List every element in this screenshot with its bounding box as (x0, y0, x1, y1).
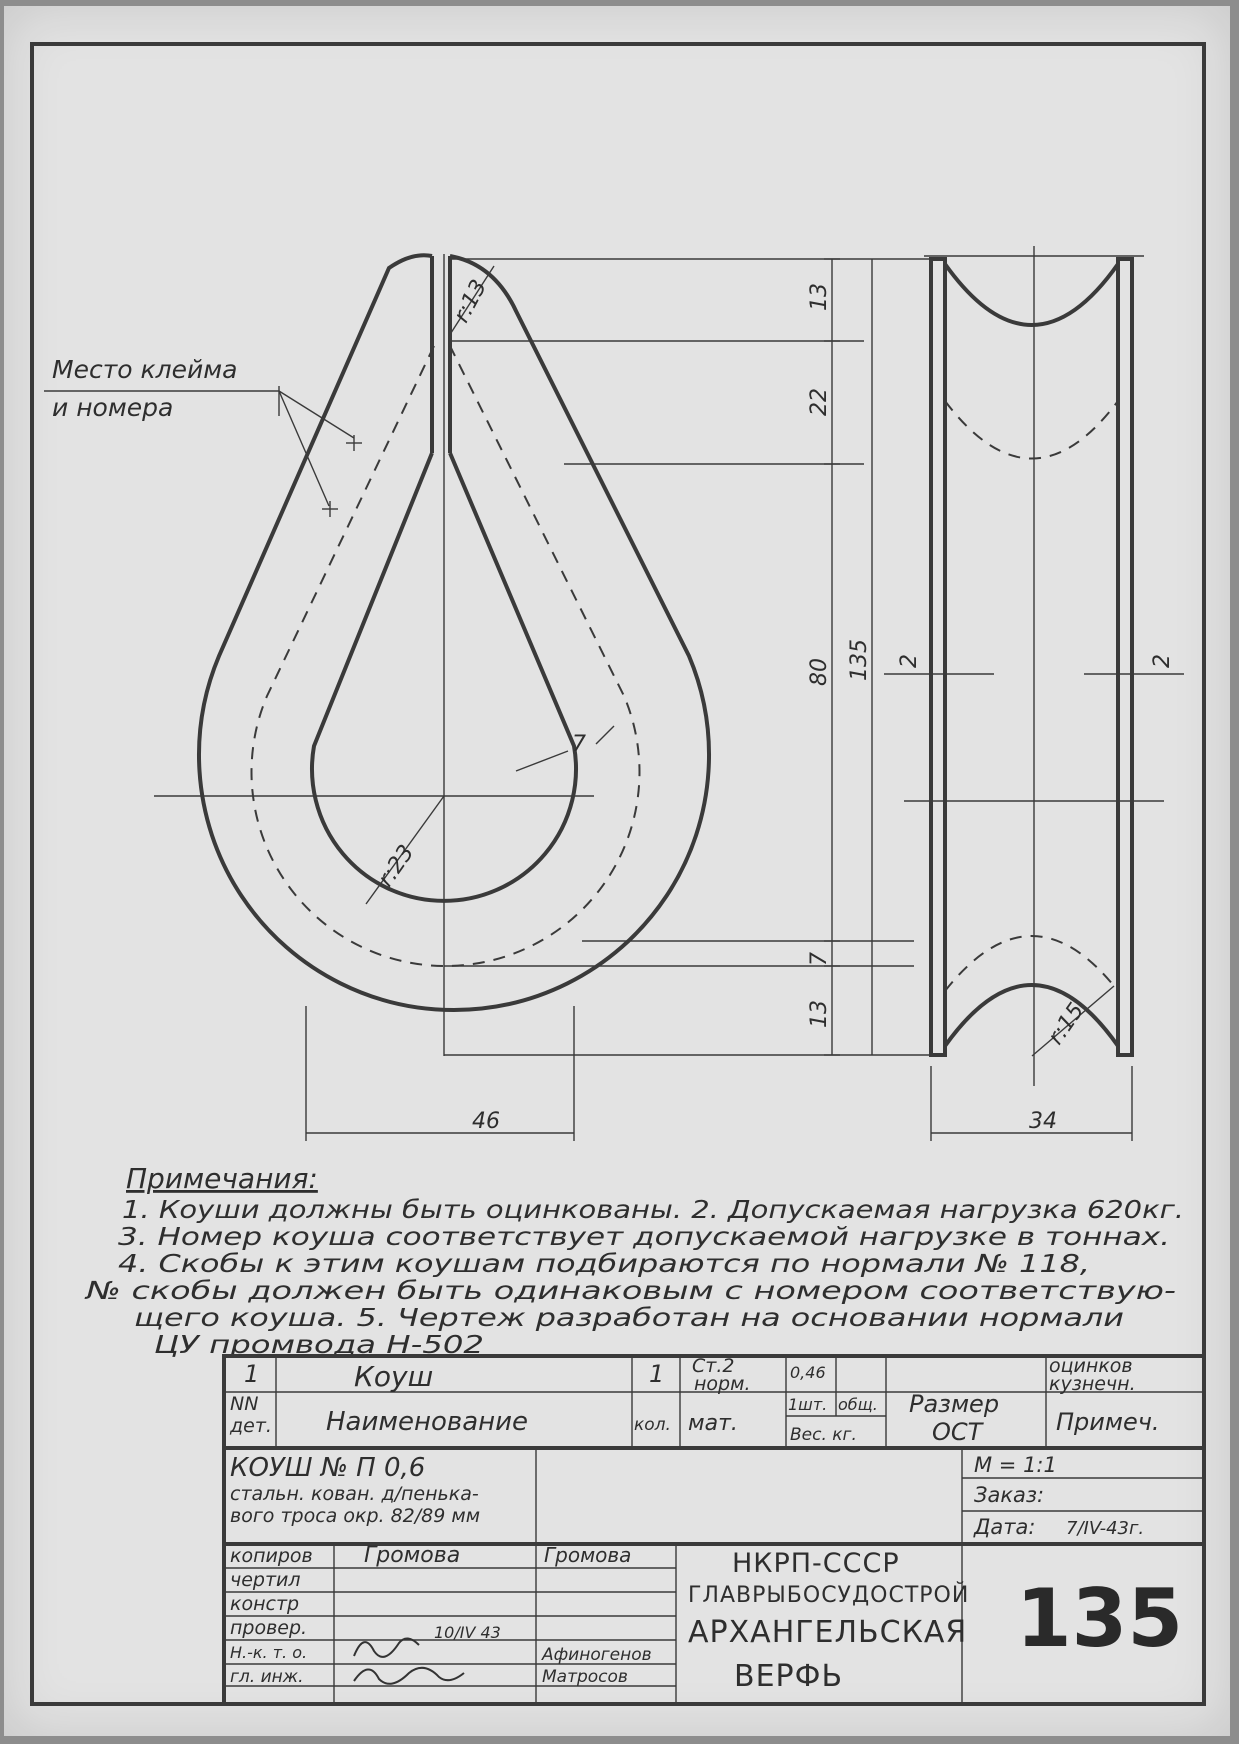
tb-role: чертил (230, 1569, 301, 1591)
wall-dim-line (516, 751, 568, 771)
tb-note-2: кузнечн. (1049, 1373, 1136, 1395)
stamp-leader-2 (279, 391, 329, 506)
technical-drawing (4, 6, 1230, 1736)
tb-material-2: норм. (694, 1373, 751, 1395)
tb-chief-name: Матросов (542, 1667, 628, 1687)
tb-role: гл. инж. (230, 1667, 304, 1687)
note-line: 3. Номер коуша соответствует допускаемой нагрузке в тоннах. (118, 1222, 1170, 1251)
tb-material-1: Ст.2 (692, 1355, 735, 1377)
side-groove-top (945, 264, 1118, 325)
tb-role: констр (230, 1593, 300, 1615)
note-line: ЦУ промвода Н-502 (154, 1330, 484, 1359)
dim-34: 34 (1029, 1109, 1057, 1134)
side-groove-hidden-top (945, 401, 1118, 459)
tb-part-desc-1: стальн. кован. д/пенька- (230, 1483, 479, 1505)
org-shipyard-1: АРХАНГЕЛЬСКАЯ (688, 1615, 968, 1650)
dim-r23: r:23 (373, 840, 420, 892)
tb-h-note: Примеч. (1056, 1408, 1160, 1436)
dim-13-top: 13 (807, 283, 832, 311)
dim-46: 46 (472, 1109, 500, 1134)
tb-scale: М = 1:1 (974, 1453, 1057, 1477)
signature-chief (354, 1668, 464, 1684)
tb-part-title: КОУШ № П 0,6 (230, 1453, 426, 1483)
tb-part-name: Коуш (354, 1360, 434, 1393)
tb-h-size-1: Размер (909, 1390, 1000, 1418)
dim-22: 22 (807, 388, 832, 416)
note-line: 1. Коуши должны быть оцинкованы. 2. Допускаемая нагрузка 620кг. (122, 1195, 1184, 1224)
title-block (224, 1355, 1204, 1704)
org-ministry: НКРП-СССР (732, 1548, 900, 1579)
stamp-place-label-2: и номера (52, 393, 174, 422)
tb-note-1: оцинков (1049, 1355, 1133, 1377)
tb-checked-date: 10/IV 43 (434, 1623, 501, 1642)
tb-part-num: 1 (244, 1360, 260, 1388)
notes-heading: Примечания: (126, 1162, 318, 1195)
tb-date-value: 7/IV-43г. (1066, 1518, 1145, 1539)
dim-r15: r:15 (1043, 998, 1090, 1050)
tb-order-label: Заказ: (974, 1483, 1045, 1507)
notes-block (83, 1162, 1184, 1359)
dim-135: 135 (847, 639, 872, 681)
tb-h-size-2: ОСТ (932, 1418, 983, 1446)
outer-contour (199, 255, 709, 1010)
note-line: щего коуша. 5. Чертеж разработан на основании нормали (134, 1303, 1124, 1332)
tb-qty: 1 (649, 1360, 665, 1388)
tb-h-num-2: дет. (230, 1415, 272, 1437)
tb-h-weight-one: 1шт. (788, 1395, 828, 1414)
tb-h-qty: кол. (634, 1415, 671, 1435)
side-flange-left (931, 259, 945, 1055)
dim-7-bottom: 7 (807, 952, 832, 966)
tb-h-weight-unit: Вес. кг. (790, 1425, 857, 1445)
tb-role: копиров (230, 1545, 313, 1567)
note-line: № скобы должен быть одинаковым с номером соответствую- (83, 1276, 1177, 1305)
org-shipyard-2: ВЕРФЬ (734, 1659, 844, 1694)
tb-role: провер. (230, 1617, 308, 1639)
note-line: 4. Скобы к этим коушам подбираются по нормали № 118, (118, 1249, 1090, 1278)
dim-wall-7: 7 (572, 732, 586, 757)
tb-nto-name: Афиногенов (542, 1645, 652, 1665)
org-department: ГЛАВРЫБОСУДОСТРОЙ (688, 1583, 970, 1608)
tb-part-desc-2: вого троса окр. 82/89 мм (230, 1505, 481, 1527)
dim-r13: r:13 (449, 275, 493, 327)
dim-80: 80 (807, 658, 832, 686)
signature-checked (354, 1638, 419, 1656)
tb-copied-name: Громова (544, 1543, 632, 1567)
tb-weight: 0,46 (790, 1363, 826, 1382)
dim-13-bottom: 13 (807, 1000, 832, 1028)
tb-h-name: Наименование (326, 1407, 529, 1437)
dim-2-left: 2 (897, 654, 922, 668)
side-flange-right (1118, 259, 1132, 1055)
tb-date-label: Дата: (974, 1515, 1036, 1539)
tb-copied-sig: Громова (364, 1543, 461, 1568)
tb-role: Н.-к. т. о. (230, 1643, 308, 1662)
stamp-place-label-1: Место клейма (52, 355, 238, 384)
tb-h-material: мат. (688, 1411, 738, 1436)
side-groove-hidden-bottom (945, 936, 1118, 991)
sheet-number: 135 (1016, 1572, 1183, 1665)
tb-h-weight-total: общ. (838, 1395, 878, 1414)
drawing-sheet (4, 6, 1230, 1736)
side-groove-bottom (945, 985, 1118, 1046)
thimble-side-view (884, 246, 1184, 1086)
dim-2-right: 2 (1150, 654, 1175, 668)
tb-h-num-1: NN (230, 1393, 259, 1415)
